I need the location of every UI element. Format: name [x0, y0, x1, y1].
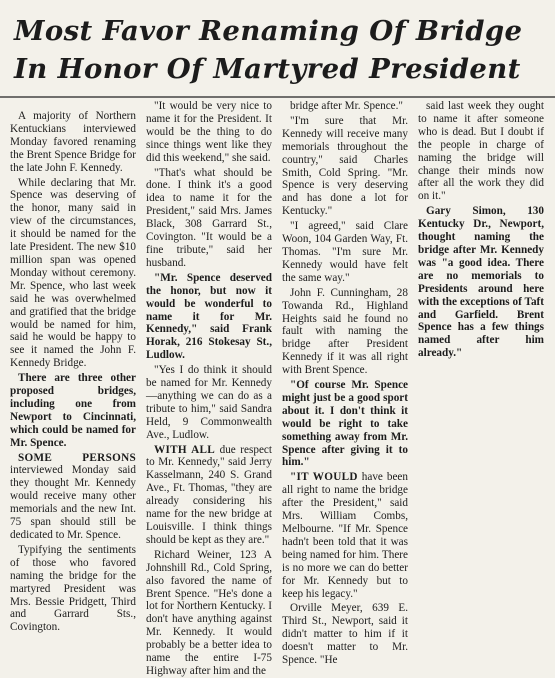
paragraph-text: said last week they ought to name it after someone who is dead. But I doubt if the people in charge of naming the bridge will change their minds now after all the work they did on it.": [418, 100, 544, 203]
paragraph: [418, 205, 544, 360]
paragraph: [282, 602, 408, 667]
paragraph-text: Typifying the sentiments of those who favored naming the bridge for the martyred President was Mrs. Bessie Pridgett, Third and Garrard Sts., Covington.: [10, 543, 136, 634]
paragraph: [282, 115, 408, 218]
paragraph-text: "I'm sure that Mr. Kennedy will receive many memorials throughout the country," said Charles Smith, Cold Spring. "Mr. Spence is very deserving and has done a lot for Kentucky.": [282, 114, 408, 218]
paragraph-text: "I agreed," said Clare Woon, 104 Garden Way, Ft. Thomas. "I'm sure Mr. Kennedy would have felt the same way.": [282, 220, 408, 284]
column-4: [418, 100, 544, 516]
paragraph: [146, 549, 272, 678]
paragraph-text: "Mr. Spence deserved the honor, but now it would be wonderful to name it for Mr. Kennedy," said Frank Horak, 216 Stokesay St., Ludlow.: [146, 271, 272, 362]
paragraph: [282, 471, 408, 600]
paragraph-text: "Yes I do think it should be named for Mr. Kennedy—anything we can do as a tribute to him," said Sandra Held, 9 Commonwealth Ave., Ludlow.: [146, 364, 272, 441]
paragraph-text: Gary Simon, 130 Kentucky Dr., Newport, thought naming the bridge after Mr. Kennedy was "a good idea. There are no memorials to Presidents around here with the exceptions of Taft and Garfield. Brent Spence has a few things named after him already.": [418, 205, 544, 360]
headline-line-2: In Honor Of Martyred President: [14, 53, 521, 85]
paragraph: [418, 100, 544, 203]
paragraph-text: bridge after Mr. Spence.": [290, 100, 403, 112]
paragraph: [10, 452, 136, 542]
column-2: [146, 100, 272, 677]
paragraph: [146, 167, 272, 270]
paragraph-text: Orville Meyer, 639 E. Third St., Newport, said it didn't matter to him if it doesn't matter to Mr. Spence. "He: [282, 602, 408, 667]
headline-line-1: Most Favor Renaming Of Bridge: [14, 15, 523, 47]
paragraph-lead: SOME PERSONS: [18, 451, 136, 464]
paragraph-text: due respect to Mr. Kennedy," said Jerry Kasselmann, 240 S. Grand Ave., Ft. Thomas, "they are already considering his name for the new bridge at Louisville. I think things should be kept as they are.": [146, 443, 272, 546]
paragraph-text: "It would be very nice to name it for the President. It would be the thing to do since things went like they did this weekend," she said.: [146, 100, 272, 164]
paragraph: [10, 110, 136, 175]
paragraph: [282, 220, 408, 285]
paragraph: [146, 100, 272, 165]
paragraph-lead: WITH ALL: [154, 443, 216, 456]
article-body: [10, 100, 545, 677]
paragraph-text: A majority of Northern Kentuckians interviewed Monday favored renaming the Brent Spence Bridge for the late John F. Kennedy.: [10, 110, 136, 174]
paragraph: [10, 372, 136, 449]
paragraph-text: "That's what should be done. I think it's a good idea to name it for the President," said Mrs. James Black, 308 Garrard St., Covington. "It would be a fine tribute," said her husband.: [146, 166, 272, 269]
headline: [14, 12, 544, 88]
column-1: [10, 110, 136, 634]
paragraph-lead: "IT WOULD: [290, 471, 358, 484]
column-3: [282, 100, 408, 667]
paragraph: [146, 272, 272, 362]
paragraph: [282, 100, 408, 113]
paragraph-text: have been all right to name the bridge after the President," said Mrs. William Combs, Melbourne. "If Mr. Spence hadn't been told that it was being named for him. There is no more we can do better for Mr. Kennedy but to keep his legacy.": [282, 471, 408, 600]
paragraph: [146, 444, 272, 547]
paragraph-text: interviewed Monday said they thought Mr. Kennedy would receive many other memorials and the new Int. 75 span should still be dedicated to Mr. Spence.: [10, 464, 136, 541]
paragraph-text: "Of course Mr. Spence might just be a good sport about it. I don't think it would be right to take something away from Mr. Spence after giving it to him.": [282, 379, 408, 469]
paragraph-text: There are three other proposed bridges, including one from Newport to Cincinnati, which could be named for Mr. Spence.: [10, 372, 136, 449]
paragraph-text: Richard Weiner, 123 A Johnshill Rd., Cold Spring, also favored the name of Brent Spence. "He's done a lot for Northern Kentucky. I don't have anything against Mr. Kennedy. It would probably be a better idea to name the entire I-75 Highway after him and the: [146, 548, 272, 677]
paragraph: [146, 364, 272, 441]
paragraph: [282, 379, 408, 469]
paragraph: [10, 177, 136, 371]
headline-rule: [0, 96, 555, 98]
paragraph: [10, 544, 136, 634]
paragraph-text: John F. Cunningham, 28 Towanda Rd., Highland Heights said he found no fault with naming the bridge after President Kennedy if it was all right with Brent Spence.: [282, 286, 408, 377]
paragraph-text: While declaring that Mr. Spence was deserving of the honor, many said in view of the circumstances, it should be named for the late President. The new $10 million span was opened Monday without ceremony. Mr. Spence, who last week said he was overwhelmed and gratified that the bridge would be named for him, said he would be happy to see it named the John F. Kennedy Bridge.: [10, 176, 136, 370]
paragraph: [282, 287, 408, 377]
